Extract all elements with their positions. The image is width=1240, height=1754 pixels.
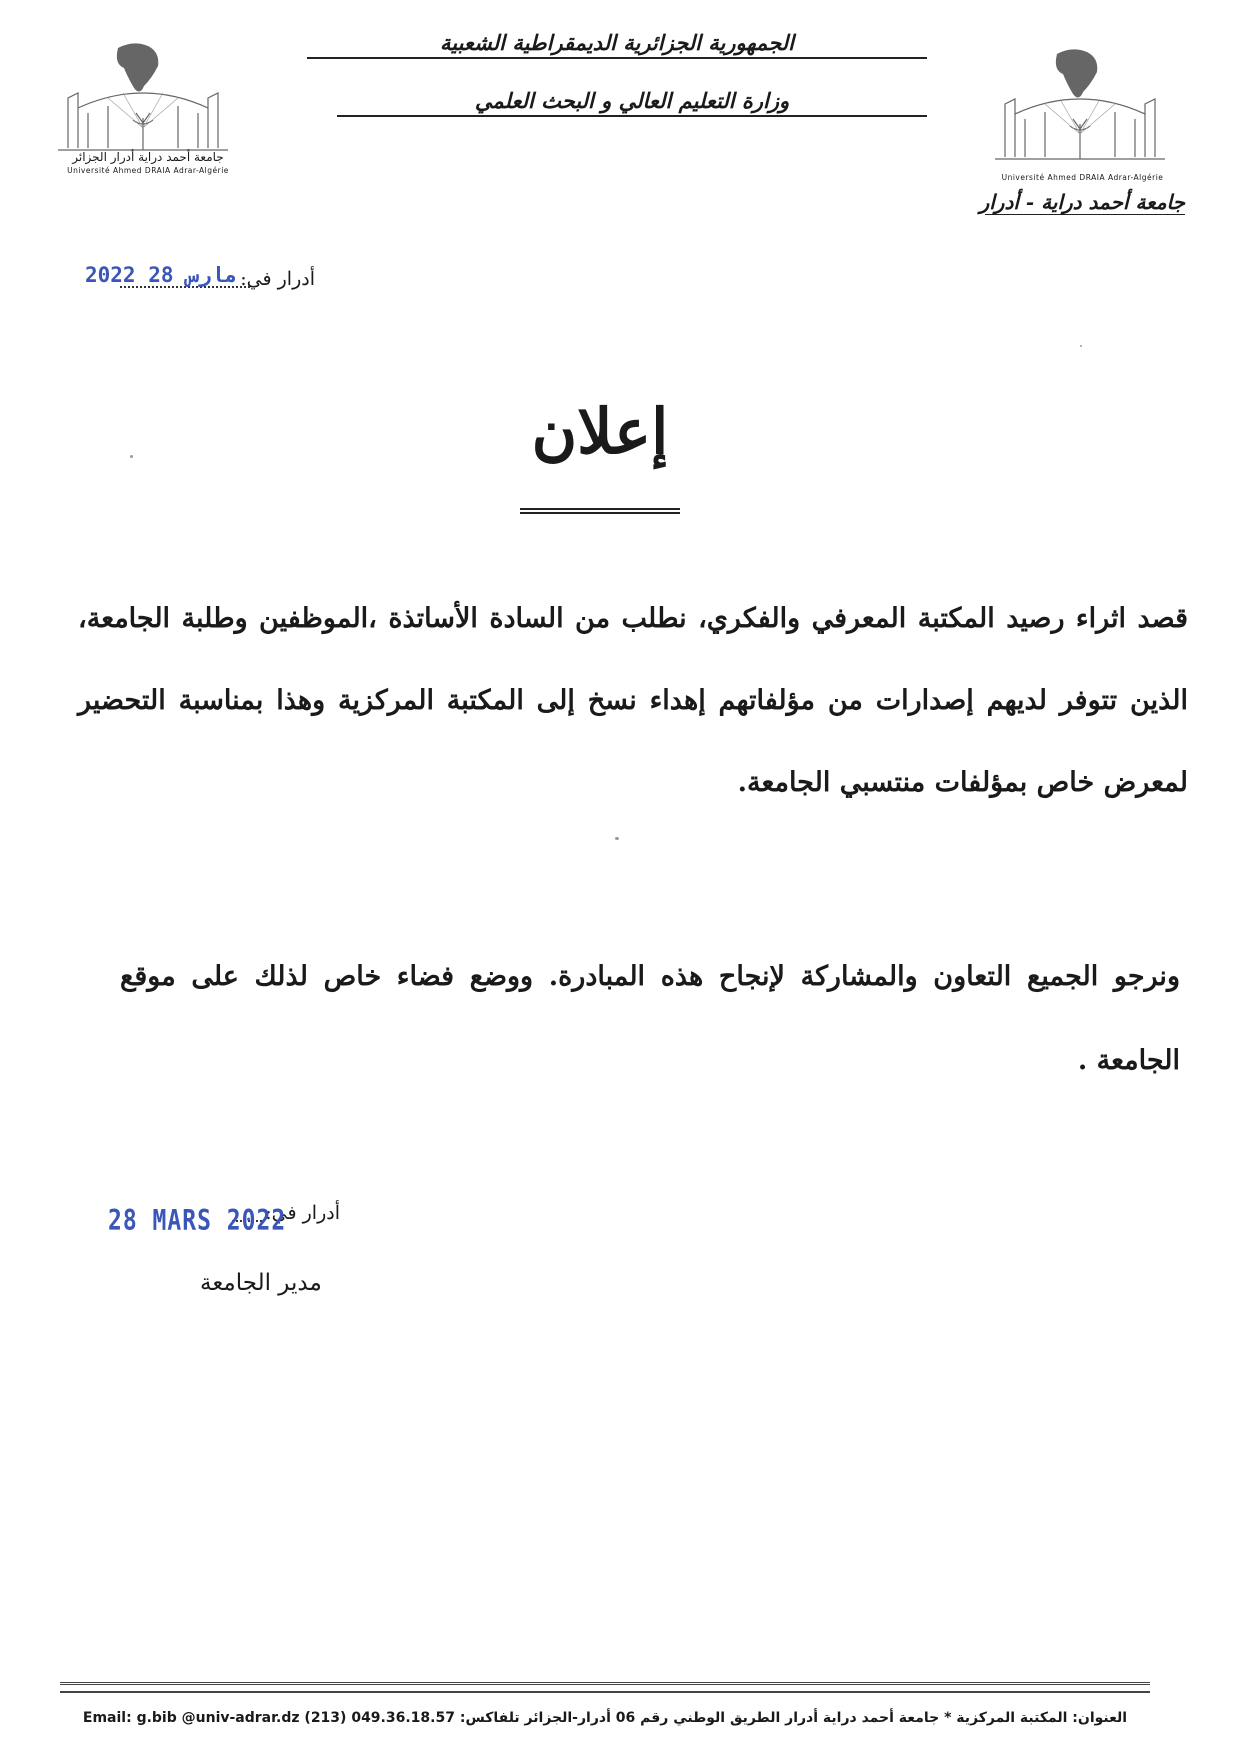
date-bottom-label: أدرار في: (265, 1202, 340, 1224)
logo-left-caption-fr: Université Ahmed DRAIA Adrar-Algérie (67, 166, 229, 175)
date-top-stamp: 2022 مارس 28 (85, 263, 237, 287)
signature-title: مدير الجامعة (200, 1270, 322, 1296)
university-logo-right (985, 42, 1175, 172)
header-ministry: وزارة التعليم العالي و البحث العلمي (337, 88, 927, 117)
footer-address: العنوان: المكتبة المركزية * جامعة أحمد دراية أدرار الطريق الوطني رقم 06 أدرار-الجزائر تلفاكس: 049.36.18.57 (213) Email: g.bib @univ-adrar.dz (82, 1710, 1128, 1726)
university-logo-left (48, 38, 238, 168)
logo-right-caption-fr: Université Ahmed DRAIA Adrar-Algérie (1001, 173, 1164, 182)
body-paragraph-1: قصد اثراء رصيد المكتبة المعرفي والفكري، نطلب من السادة الأساتذة ،الموظفين وطلبة الجامعة، الذين تتوفر لديهم إصدارات من مؤلفاتهم إهداء نسخ إلى المكتبة المركزية وهذا بمناسبة التحضير لمعرض خاص بمؤلفات منتسبي الجامعة. (78, 603, 1188, 798)
date-top-label: أدرار في: (240, 268, 315, 290)
university-name: جامعة أحمد دراية - أدرار (979, 190, 1185, 214)
date-bottom-stamp: 28 MARS 2022 (108, 1204, 287, 1238)
scan-speck (130, 455, 133, 458)
logo-left-caption-ar: جامعة أحمد دراية أدرار الجزائر (72, 150, 224, 164)
scan-speck (1080, 345, 1082, 347)
scan-speck (615, 837, 619, 840)
announcement-title: إعلان (531, 395, 669, 468)
body-paragraph-2: ونرجو الجميع التعاون والمشاركة لإنجاح هذه المبادرة. ووضع فضاء خاص لذلك على موقع الجامعة . (120, 961, 1180, 1076)
header-republic: الجمهورية الجزائرية الديمقراطية الشعبية (307, 30, 927, 59)
footer-rule (60, 1682, 1150, 1693)
title-underline (520, 508, 680, 514)
